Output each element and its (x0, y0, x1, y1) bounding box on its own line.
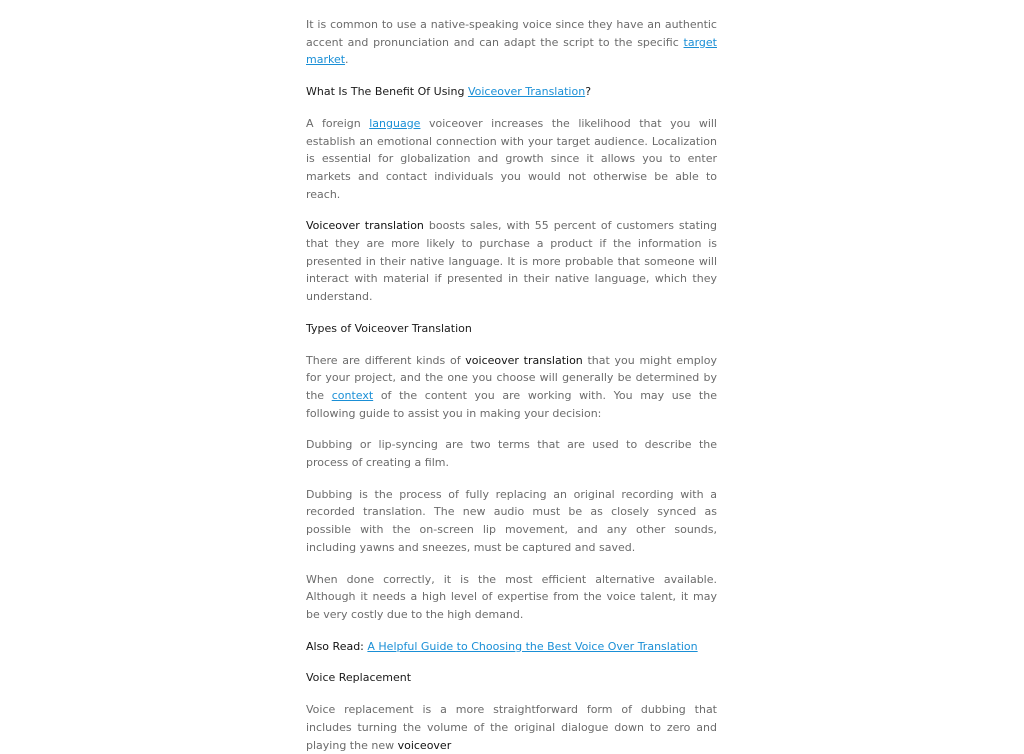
voiceover-translation-link[interactable]: Voiceover Translation (467, 85, 586, 99)
paragraph-boosts-sales (306, 217, 717, 306)
heading-benefit (306, 83, 717, 101)
paragraph-text: voiceover increases the likelihood that you will establish an emotional connection with your target audience. Localization is essential for globalization and growth since it allows you to enter markets and contact individuals you would not otherwise be able to reach. (306, 116, 717, 201)
paragraph-text: . (345, 53, 349, 67)
article-column (306, 16, 717, 754)
paragraph-foreign-language (306, 115, 717, 204)
paragraph-text: A foreign (306, 116, 370, 130)
bold-term: Voiceover translation (306, 219, 424, 233)
also-read-label: Also Read: (306, 639, 364, 653)
paragraph-text: that you might employ for your project, and the one you choose will generally be determined by the (306, 353, 717, 402)
paragraph-text: of the content you are working with. You may use the following guide to assist you in making your decision: (306, 388, 717, 420)
language-link[interactable]: language (369, 116, 421, 130)
bold-term: voiceover (397, 738, 452, 752)
paragraph-text: It is common to use a native-speaking voice since they have an authentic accent and pronunciation and can adapt the script to the specific (306, 18, 717, 49)
target-market-link[interactable]: target market (306, 35, 717, 67)
context-link[interactable]: context (331, 388, 374, 402)
paragraph-voice-replacement (306, 701, 717, 754)
paragraph-native-voice (306, 16, 717, 69)
paragraph-text: boosts sales, with 55 percent of customers stating that they are more likely to purchase a product if the information is presented in their native language. It is more probable that someone will interact with material if presented in their native language, which they understand. (306, 219, 717, 304)
heading-text: ? (585, 85, 592, 99)
heading-voice-replacement: Voice Replacement (306, 671, 412, 685)
bold-term: voiceover translation (465, 353, 583, 367)
heading-text: What Is The Benefit Of Using (306, 85, 468, 99)
helpful-guide-link[interactable]: A Helpful Guide to Choosing the Best Voice Over Translation (367, 639, 698, 653)
paragraph-dubbing-process: Dubbing is the process of fully replacing an original recording with a recorded translation. The new audio must be as closely synced as possible with the on-screen lip movement, and any other sounds, including yawns and sneezes, must be captured and saved. (306, 487, 717, 554)
heading-types: Types of Voiceover Translation (306, 321, 472, 335)
paragraph-different-kinds (306, 352, 717, 423)
paragraph-text: Voice replacement is a more straightforward form of dubbing that includes turning the volume of the original dialogue down to zero and playing the new (306, 703, 717, 752)
also-read-line (306, 638, 717, 656)
paragraph-efficient-alternative: When done correctly, it is the most efficient alternative available. Although it needs a high level of expertise from the voice talent, it may be very costly due to the high demand. (306, 572, 717, 621)
paragraph-text: There are different kinds of (306, 353, 466, 367)
paragraph-dubbing-terms: Dubbing or lip-syncing are two terms that are used to describe the process of creating a film. (306, 438, 717, 470)
